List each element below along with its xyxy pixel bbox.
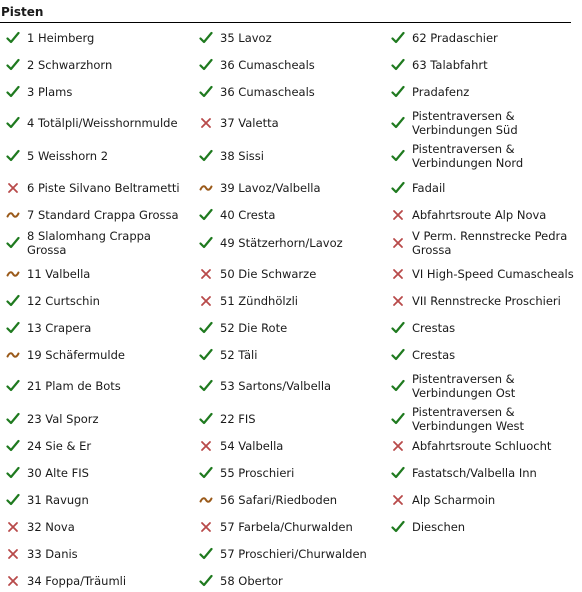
- slope-item: [385, 227, 582, 259]
- slope-item: [0, 263, 190, 285]
- slope-item: [0, 141, 190, 171]
- slope-item: [193, 317, 383, 339]
- slope-name: 52 Täli: [220, 348, 258, 362]
- check-icon: [391, 149, 405, 163]
- slope-item: [0, 516, 190, 538]
- slope-name: Pistentraversen & Verbindungen Süd: [412, 109, 518, 137]
- slope-name: 36 Cumascheals: [220, 58, 315, 72]
- check-icon: [199, 149, 213, 163]
- slope-name: Pistentraversen & Verbindungen Nord: [412, 142, 524, 170]
- slope-name: 36 Cumascheals: [220, 85, 315, 99]
- slope-item: [385, 204, 582, 226]
- check-icon: [6, 31, 20, 45]
- check-icon: [391, 116, 405, 130]
- slope-item: [0, 344, 190, 366]
- slope-name: Pistentraversen & Verbindungen West: [412, 405, 525, 433]
- slope-item: [193, 489, 383, 511]
- slope-item: [0, 317, 190, 339]
- slope-item: [193, 371, 383, 401]
- check-icon: [6, 58, 20, 72]
- slope-item: [0, 462, 190, 484]
- slope-name: 50 Die Schwarze: [220, 267, 317, 281]
- slope-name: Alp Scharmoin: [412, 493, 496, 507]
- check-icon: [391, 412, 405, 426]
- slope-item: [193, 462, 383, 484]
- slope-name: 6 Piste Silvano Beltrametti: [27, 181, 180, 195]
- slope-name: 19 Schäfermulde: [27, 348, 125, 362]
- slope-item: [0, 108, 190, 138]
- slope-item: [193, 263, 383, 285]
- cross-icon: [391, 294, 405, 308]
- slope-item: [193, 27, 383, 49]
- slope-name: VI High-Speed Cumascheals: [412, 267, 574, 281]
- tilde-icon: [199, 181, 213, 195]
- slope-name: Crestas: [412, 348, 456, 362]
- check-icon: [199, 348, 213, 362]
- check-icon: [391, 31, 405, 45]
- slope-item: [193, 54, 383, 76]
- slope-name: Fadail: [412, 181, 446, 195]
- slope-item: [193, 141, 383, 171]
- slope-item: [385, 81, 582, 103]
- check-icon: [391, 348, 405, 362]
- tilde-icon: [6, 348, 20, 362]
- slope-name: 5 Weisshorn 2: [27, 149, 109, 163]
- check-icon: [6, 149, 20, 163]
- check-icon: [199, 321, 213, 335]
- slope-item: [193, 81, 383, 103]
- slope-item: [385, 462, 582, 484]
- slope-name: Crestas: [412, 321, 456, 335]
- slope-item: [385, 177, 582, 199]
- slope-name: 7 Standard Crappa Grossa: [27, 208, 179, 222]
- slope-item: [0, 54, 190, 76]
- slope-name: 62 Pradaschier: [412, 31, 498, 45]
- slope-name: 55 Proschieri: [220, 466, 295, 480]
- section-title: Pisten: [0, 2, 571, 23]
- slope-item: [0, 204, 190, 226]
- slope-name: 3 Plams: [27, 85, 73, 99]
- slope-name: 13 Crapera: [27, 321, 92, 335]
- slope-item: [385, 404, 582, 434]
- slope-item: [0, 27, 190, 49]
- cross-icon: [199, 520, 213, 534]
- slope-name: Abfahrtsroute Schluocht: [412, 439, 552, 453]
- slope-item: [193, 227, 383, 259]
- tilde-icon: [6, 208, 20, 222]
- slope-item: [0, 290, 190, 312]
- cross-icon: [391, 208, 405, 222]
- slope-name: Fastatsch/Valbella Inn: [412, 466, 537, 480]
- slope-name: VII Rennstrecke Proschieri: [412, 294, 561, 308]
- slope-name: 57 Proschieri/Churwalden: [220, 547, 367, 561]
- check-icon: [6, 236, 20, 250]
- slope-item: [385, 371, 582, 401]
- slope-name: 53 Sartons/Valbella: [220, 379, 332, 393]
- slope-item: [385, 516, 582, 538]
- slope-name: 63 Talabfahrt: [412, 58, 488, 72]
- slope-item: [0, 570, 190, 592]
- check-icon: [199, 58, 213, 72]
- slope-item: [193, 344, 383, 366]
- slope-item: [193, 516, 383, 538]
- slope-name: 8 Slalomhang Crappa Grossa: [27, 229, 151, 257]
- check-icon: [391, 181, 405, 195]
- cross-icon: [391, 439, 405, 453]
- slope-item: [385, 27, 582, 49]
- slope-name: 11 Valbella: [27, 267, 91, 281]
- slope-name: 34 Foppa/Träumli: [27, 574, 127, 588]
- slope-name: 54 Valbella: [220, 439, 284, 453]
- check-icon: [199, 85, 213, 99]
- check-icon: [391, 85, 405, 99]
- slope-name: 32 Nova: [27, 520, 75, 534]
- cross-icon: [199, 116, 213, 130]
- slope-name: 57 Farbela/Churwalden: [220, 520, 353, 534]
- slope-item: [0, 227, 190, 259]
- check-icon: [6, 321, 20, 335]
- slope-item: [193, 204, 383, 226]
- cross-icon: [199, 267, 213, 281]
- slope-item: [385, 263, 582, 285]
- slope-item: [385, 108, 582, 138]
- slope-item: [193, 435, 383, 457]
- slope-name: 21 Plam de Bots: [27, 379, 121, 393]
- slope-name: 23 Val Sporz: [27, 412, 99, 426]
- slope-item: [193, 290, 383, 312]
- check-icon: [391, 321, 405, 335]
- cross-icon: [199, 439, 213, 453]
- slope-name: 37 Valetta: [220, 116, 279, 130]
- slope-item: [0, 177, 190, 199]
- slope-name: 24 Sie & Er: [27, 439, 92, 453]
- slope-item: [0, 489, 190, 511]
- slope-item: [385, 317, 582, 339]
- slope-item: [193, 108, 383, 138]
- slope-name: Pradafenz: [412, 85, 470, 99]
- slope-name: 39 Lavoz/Valbella: [220, 181, 321, 195]
- cross-icon: [391, 267, 405, 281]
- cross-icon: [391, 493, 405, 507]
- slope-name: 2 Schwarzhorn: [27, 58, 113, 72]
- slope-name: Abfahrtsroute Alp Nova: [412, 208, 547, 222]
- slope-name: 38 Sissi: [220, 149, 264, 163]
- check-icon: [199, 236, 213, 250]
- slope-item: [385, 290, 582, 312]
- slope-item: [385, 435, 582, 457]
- slope-name: 52 Die Rote: [220, 321, 288, 335]
- slope-name: 51 Zündhölzli: [220, 294, 298, 308]
- slope-item: [385, 54, 582, 76]
- cross-icon: [6, 520, 20, 534]
- cross-icon: [391, 236, 405, 250]
- slope-name: Pistentraversen & Verbindungen Ost: [412, 372, 516, 400]
- cross-icon: [6, 181, 20, 195]
- slope-item: [0, 404, 190, 434]
- slope-item: [193, 177, 383, 199]
- slope-item: [385, 141, 582, 171]
- check-icon: [6, 294, 20, 308]
- slope-name: 58 Obertor: [220, 574, 283, 588]
- slope-name: 4 Totälpli/Weisshornmulde: [27, 116, 178, 130]
- slope-name: Dieschen: [412, 520, 466, 534]
- slope-name: 33 Danis: [27, 547, 78, 561]
- check-icon: [199, 379, 213, 393]
- slope-item: [0, 371, 190, 401]
- check-icon: [6, 412, 20, 426]
- slope-name: 49 Stätzerhorn/Lavoz: [220, 236, 343, 250]
- slope-name: 35 Lavoz: [220, 31, 272, 45]
- check-icon: [6, 439, 20, 453]
- slope-item: [0, 543, 190, 565]
- tilde-icon: [199, 493, 213, 507]
- cross-icon: [6, 547, 20, 561]
- slope-name: 31 Ravugn: [27, 493, 89, 507]
- slope-name: 1 Heimberg: [27, 31, 95, 45]
- check-icon: [6, 116, 20, 130]
- slope-name: V Perm. Rennstrecke Pedra Grossa: [412, 229, 568, 257]
- check-icon: [391, 466, 405, 480]
- slope-name: 22 FIS: [220, 412, 256, 426]
- slope-item: [385, 489, 582, 511]
- check-icon: [391, 520, 405, 534]
- check-icon: [199, 547, 213, 561]
- cross-icon: [6, 574, 20, 588]
- check-icon: [6, 466, 20, 480]
- slope-item: [0, 435, 190, 457]
- check-icon: [199, 412, 213, 426]
- check-icon: [6, 85, 20, 99]
- check-icon: [199, 208, 213, 222]
- check-icon: [6, 379, 20, 393]
- check-icon: [199, 574, 213, 588]
- slope-name: 12 Curtschin: [27, 294, 100, 308]
- check-icon: [199, 466, 213, 480]
- tilde-icon: [6, 267, 20, 281]
- check-icon: [391, 379, 405, 393]
- check-icon: [391, 58, 405, 72]
- slope-name: 30 Alte FIS: [27, 466, 89, 480]
- slope-item: [193, 404, 383, 434]
- slope-name: 56 Safari/Riedboden: [220, 493, 338, 507]
- slope-name: 40 Cresta: [220, 208, 276, 222]
- slope-item: [0, 81, 190, 103]
- check-icon: [199, 31, 213, 45]
- slope-item: [385, 344, 582, 366]
- slope-item: [193, 543, 383, 565]
- cross-icon: [199, 294, 213, 308]
- slope-item: [193, 570, 383, 592]
- check-icon: [6, 493, 20, 507]
